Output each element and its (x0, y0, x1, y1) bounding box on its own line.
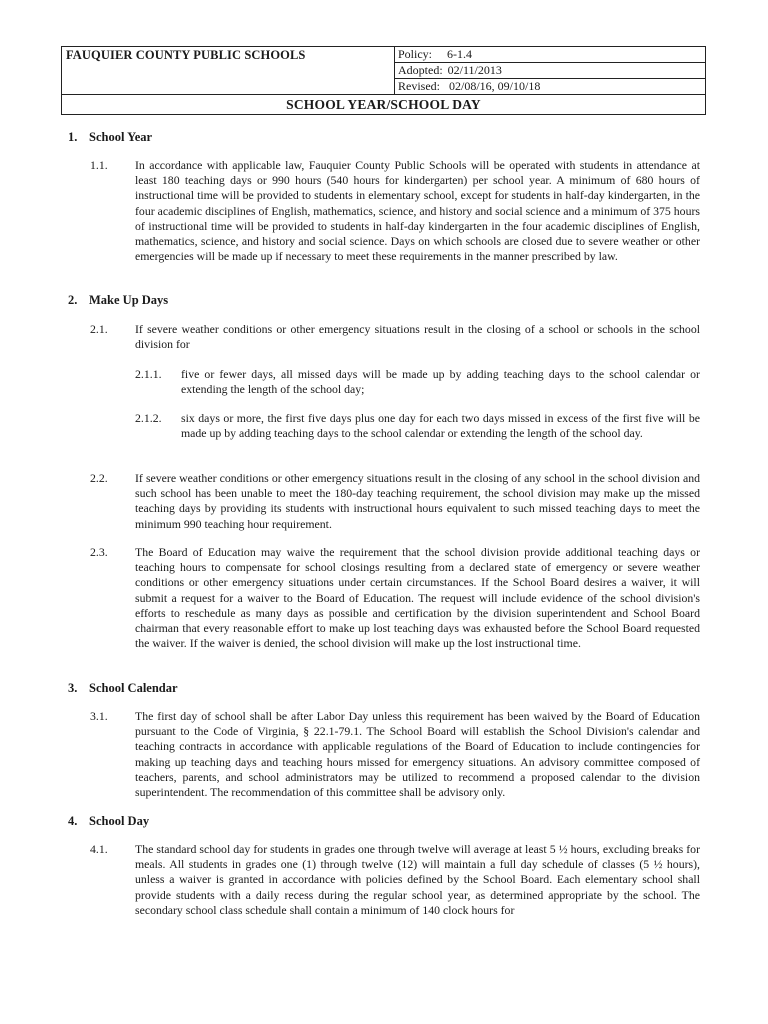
paragraph-number: 2.1. (90, 322, 108, 336)
paragraph-number: 2.1.1. (135, 367, 162, 381)
paragraph-2-3 (90, 545, 700, 651)
paragraph-text: If severe weather conditions or other emergency situations result in the closing of a school or schools in the school division for (135, 322, 700, 352)
paragraph-text: The Board of Education may waive the requirement that the school division provide additional teaching days or teaching hours to compensate for school closings resulting from a declared state of emergency or severe weather conditions or other emergency situations under certain circumstances. If the School Board desires a waiver, it will submit a request for a waiver to the Board of Education. The request will include evidence of the school division's efforts to reschedule as many days as possible and certification by the division superintendent and School Board chairman that every reasonable effort to make up lost teaching days was exhausted before the School Board requested the waiver. If the waiver is denied, the school division will make up the lost instructional time. (135, 545, 700, 651)
section-heading-school-day (68, 814, 149, 829)
policy-title: SCHOOL YEAR/SCHOOL DAY (286, 97, 481, 112)
policy-row (395, 47, 705, 63)
paragraph-1-1 (90, 158, 700, 264)
adopted-row (395, 63, 705, 79)
section-heading-make-up-days (68, 293, 168, 308)
section-number: 1. (68, 130, 78, 144)
section-number: 3. (68, 681, 78, 695)
header-top-row (62, 47, 705, 95)
revised-label: Revised: (398, 79, 440, 93)
paragraph-3-1 (90, 709, 700, 800)
policy-header (61, 46, 706, 115)
section-title: School Calendar (89, 681, 178, 695)
paragraph-text: six days or more, the first five days plus one day for each two days missed in excess of the first five will be made up by adding teaching days to the school calendar or extending the length of the school day. (181, 411, 700, 441)
adopted-label: Adopted: (398, 63, 443, 77)
paragraph-text: five or fewer days, all missed days will be made up by adding teaching days to the school calendar or extending the length of the school day; (181, 367, 700, 397)
section-number: 2. (68, 293, 78, 307)
policy-number: 6-1.4 (447, 47, 473, 61)
adopted-date: 02/11/2013 (447, 63, 502, 77)
paragraph-number: 2.3. (90, 545, 108, 559)
paragraph-text: The standard school day for students in grades one through twelve will average at least 5 ½ hours, excluding breaks for meals. All students in grades one (1) through twelve (12) will maintain a full day schedule of classes (5 ½ hours), unless a waiver is granted in accordance with policies defined by the School Board. Each elementary school shall provide students with a daily recess during the regular school year, as determined appropriate by the school. The secondary school class schedule shall contain a minimum of 140 clock hours for (135, 842, 700, 917)
organization-name: FAUQUIER COUNTY PUBLIC SCHOOLS (62, 47, 395, 94)
revised-row (395, 79, 705, 94)
paragraph-number: 1.1. (90, 158, 108, 172)
paragraph-number: 3.1. (90, 709, 108, 723)
paragraph-2-1 (90, 322, 700, 352)
section-heading-school-year (68, 130, 152, 145)
paragraph-2-2 (90, 471, 700, 532)
paragraph-text: The first day of school shall be after Labor Day unless this requirement has been waived by the Board of Education pursuant to the Code of Virginia, § 22.1-79.1. The School Board will establish the School Division's calendar and teaching contracts in accordance with applicable regulations of the Board of Education to include contingencies for making up teaching days and teaching hours missed for emergency situations. An advisory committee composed of teachers, parents, and school administrators may be utilized to recommend a proposed calendar to the division superintendent. The recommendation of this committee shall be advisory only. (135, 709, 700, 800)
section-title: Make Up Days (89, 293, 169, 307)
paragraph-number: 2.2. (90, 471, 108, 485)
policy-label: Policy: (398, 47, 433, 61)
section-heading-school-calendar (68, 681, 178, 696)
section-number: 4. (68, 814, 78, 828)
section-title: School Year (89, 130, 153, 144)
paragraph-number: 4.1. (90, 842, 108, 856)
paragraph-number: 2.1.2. (135, 411, 162, 425)
paragraph-2-1-2 (135, 411, 700, 441)
paragraph-4-1 (90, 842, 700, 918)
section-title: School Day (89, 814, 150, 828)
policy-meta (395, 47, 705, 94)
paragraph-2-1-1 (135, 367, 700, 397)
revised-dates: 02/08/16, 09/10/18 (449, 79, 541, 93)
paragraph-text: If severe weather conditions or other emergency situations result in the closing of any school in the school division and such school has been unable to meet the 180-day teaching requirement, the school division may make up the missed teaching days by providing its students with instructional hours equivalent to such missed teaching days to meet the minimum 990 teaching hour requirement. (135, 471, 700, 531)
paragraph-text: In accordance with applicable law, Fauquier County Public Schools will be operated with students in attendance at least 180 teaching days or 990 hours (540 hours for kindergarten) per school year. A minimum of 680 hours of instructional time will be provided to students in elementary school, except for students in half-day kindergarten, in the four academic disciplines of English, mathematics, science, and history and social science and a minimum of 375 hours of instructional time will be provided to students in half-day kindergarten in the four academic disciplines of English, mathematics, science, and history and social science. Days on which schools are closed due to severe weather or other emergencies will be made up if necessary to meet these requirements in the manner prescribed by law. (135, 158, 700, 264)
